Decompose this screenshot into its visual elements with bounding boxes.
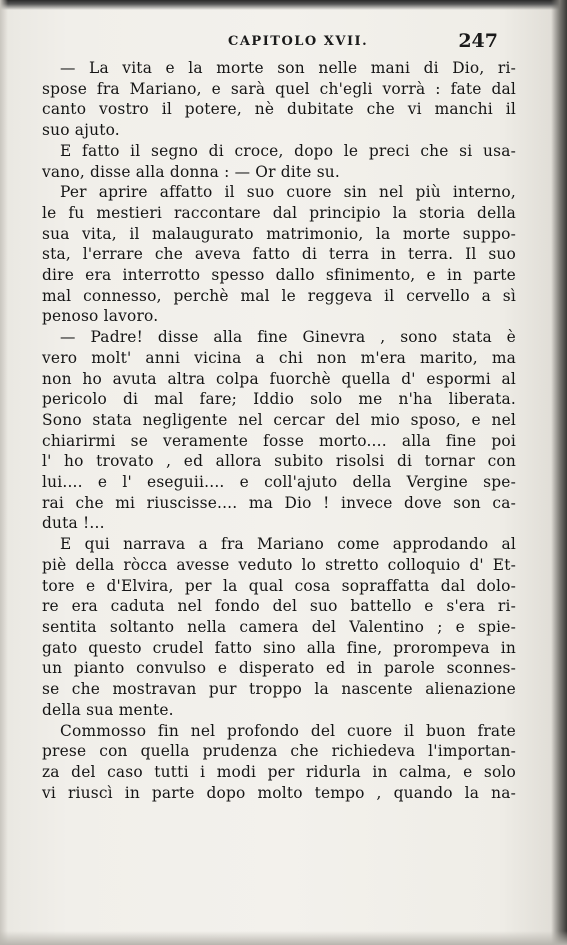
text-line: non ho avuta altra colpa fuorchè quella d' espormi al: [42, 369, 516, 388]
text-line: sta, l'errare che aveva fatto di terra in terra. Il suo: [42, 245, 516, 264]
text-line: chiarirmi se veramente fosse morto.... alla fine poi: [42, 431, 516, 450]
page-top-shadow: [0, 0, 567, 10]
running-header: [42, 30, 512, 56]
text-line: suo ajuto.: [42, 121, 120, 140]
text-line: canto vostro il potere, nè dubitate che vi manchi il: [42, 100, 516, 119]
text-line: — Padre! disse alla fine Ginevra , sono stata è: [60, 328, 516, 347]
text-line: della sua mente.: [42, 700, 174, 719]
text-line: rai che mi riuscisse.... ma Dio ! invece dove son ca-: [42, 493, 516, 512]
text-line: se che mostravan pur troppo la nascente alienazione: [42, 680, 516, 699]
text-line: Sono stata negligente nel cercar del mio sposo, e nel: [42, 410, 516, 429]
page-binding-shadow: [551, 0, 567, 945]
text-line: Commosso fin nel profondo del cuore il buon frate: [60, 721, 516, 740]
page-bottom-shadow: [0, 931, 567, 945]
page-left-shadow: [0, 0, 8, 945]
text-line: prese con quella prudenza che richiedeva l'importan-: [42, 742, 516, 761]
page-number: 247: [458, 30, 498, 52]
text-line: vero molt' anni vicina a chi non m'era marito, ma: [42, 348, 516, 367]
text-line: — La vita e la morte son nelle mani di Dio, ri-: [60, 59, 516, 77]
text-line: E qui narrava a fra Mariano come approdando al: [60, 535, 516, 554]
text-line: l' ho trovato , ed allora subito risolsi di tornar con: [42, 452, 516, 471]
text-line: vano, disse alla donna : — Or dite su.: [42, 162, 340, 181]
text-line: re era caduta nel fondo del suo battello e s'era ri-: [42, 597, 516, 616]
text-line: gato questo crudel fatto sino alla fine, prorompeva in: [42, 638, 516, 657]
text-line: le fu mestieri raccontare dal principio la storia della: [42, 203, 516, 222]
text-line: duta !...: [42, 514, 105, 533]
text-line: piè della ròcca avesse veduto lo stretto colloquio d' Et-: [42, 555, 516, 574]
text-line: za del caso tutti i modi per ridurla in calma, e solo: [42, 762, 516, 781]
text-line: Per aprire affatto il suo cuore sin nel più interno,: [60, 183, 516, 202]
text-line: vi riuscì in parte dopo molto tempo , quando la na-: [42, 783, 516, 802]
text-line: sentita soltanto nella camera del Valentino ; e spie-: [42, 617, 516, 636]
text-line: dire era interrotto spesso dallo sfinimento, e in parte: [42, 266, 516, 285]
text-line: sua vita, il malaugurato matrimonio, la morte suppo-: [42, 224, 516, 243]
text-line: lui.... e l' eseguii.... e coll'ajuto della Vergine spe-: [42, 473, 516, 492]
text-line: mal connesso, perchè mal le reggeva il cervello a sì: [42, 286, 516, 305]
text-line: tore e d'Elvira, per la qual cosa sopraffatta dal dolo-: [42, 576, 516, 595]
body-text: [42, 58, 516, 803]
text-line: E fatto il segno di croce, dopo le preci che si usa-: [60, 141, 516, 160]
text-line: un pianto convulso e disperato ed in parole sconnes-: [42, 659, 516, 678]
chapter-title: CAPITOLO XVII.: [228, 34, 369, 49]
text-line: spose fra Mariano, e sarà quel ch'egli vorrà : fate dal: [42, 79, 516, 98]
text-line: penoso lavoro.: [42, 307, 159, 326]
text-line: pericolo di mal fare; Iddio solo me n'ha liberata.: [42, 390, 516, 409]
